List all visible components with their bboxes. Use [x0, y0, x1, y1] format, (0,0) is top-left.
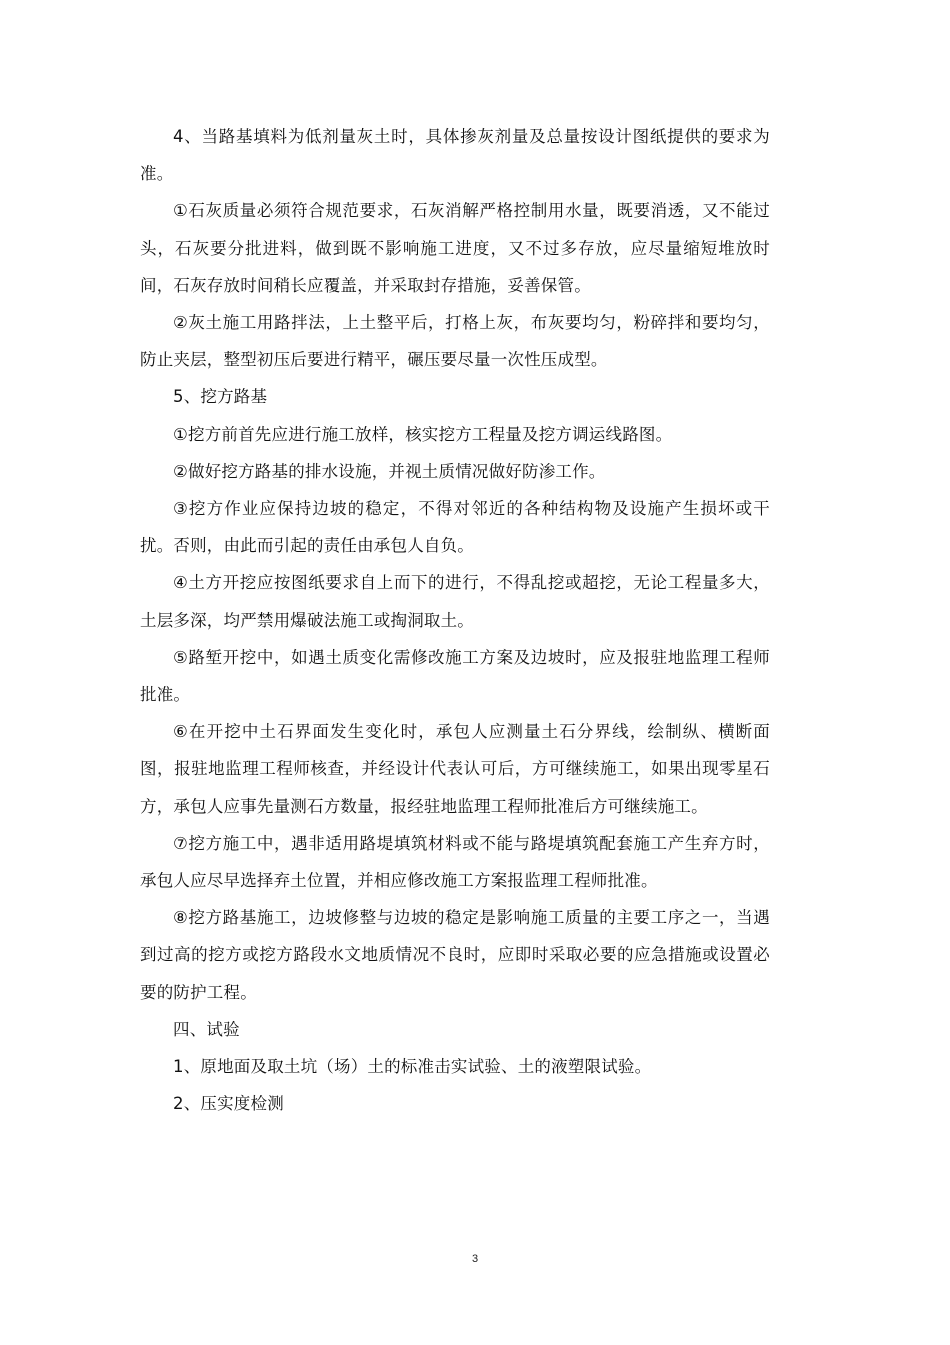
paragraph-lime-quality: ①石灰质量必须符合规范要求，石灰消解严格控制用水量，既要消透，又不能过头，石灰要分批进料，做到既不影响施工进度，又不过多存放，应尽量缩短堆放时间，石灰存放时间稍长应覆盖，并采取封存措施，妥善保管。 — [140, 201, 770, 295]
paragraph-staking-out: ①挖方前首先应进行施工放样，核实挖方工程量及挖方调运线路图。 — [173, 424, 673, 444]
paragraph-compaction-detection: 2、压实度检测 — [173, 1094, 284, 1114]
section-heading-testing: 四、试验 — [173, 1019, 240, 1039]
paragraph-lime-soil-fill: 4、当路基填料为低剂量灰土时，具体掺灰剂量及总量按设计图纸提供的要求为准。 — [140, 127, 770, 184]
paragraph-compaction-test: 1、原地面及取土坑（场）土的标准击实试验、土的液塑限试验。 — [173, 1057, 652, 1077]
paragraph-slope-stability: ③挖方作业应保持边坡的稳定，不得对邻近的各种结构物及设施产生损坏或干扰。否则，由此而引起的责任由承包人自负。 — [140, 499, 770, 556]
paragraph-drainage: ②做好挖方路基的排水设施，并视土质情况做好防渗工作。 — [173, 461, 606, 481]
paragraph-waste-material: ⑦挖方施工中，遇非适用路堤填筑材料或不能与路堤填筑配套施工产生弃方时，承包人应尽早选择弃土位置，并相应修改施工方案报监理工程师批准。 — [140, 833, 770, 891]
section-heading-excavation-subgrade: 5、挖方路基 — [173, 387, 268, 407]
paragraph-slope-trimming: ⑧挖方路基施工，边坡修整与边坡的稳定是影响施工质量的主要工序之一，当遇到过高的挖方或挖方路段水文地质情况不良时，应即时采取必要的应急措施或设置必要的防护工程。 — [140, 908, 770, 1002]
paragraph-cutting-changes: ⑤路堑开挖中，如遇土质变化需修改施工方案及边坡时，应及报驻地监理工程师批准。 — [140, 647, 770, 705]
paragraph-road-mixing: ②灰土施工用路拌法，上土整平后，打格上灰，布灰要均匀，粉碎拌和要均匀，防止夹层，整型初压后要进行精平，碾压要尽量一次性压成型。 — [140, 313, 770, 370]
paragraph-soil-rock-interface: ⑥在开挖中土石界面发生变化时，承包人应测量土石分界线，绘制纵、横断面图，报驻地监理工程师核查，并经设计代表认可后，方可继续施工，如果出现零星石方，承包人应事先量测石方数量，报经驻地监理工程师批准后方可继续施工。 — [140, 722, 770, 816]
paragraph-top-down-excavation: ④土方开挖应按图纸要求自上而下的进行，不得乱挖或超挖，无论工程量多大，土层多深，均严禁用爆破法施工或掏洞取土。 — [140, 573, 770, 630]
document-body — [140, 118, 770, 1122]
page-number: 3 — [471, 1253, 479, 1265]
